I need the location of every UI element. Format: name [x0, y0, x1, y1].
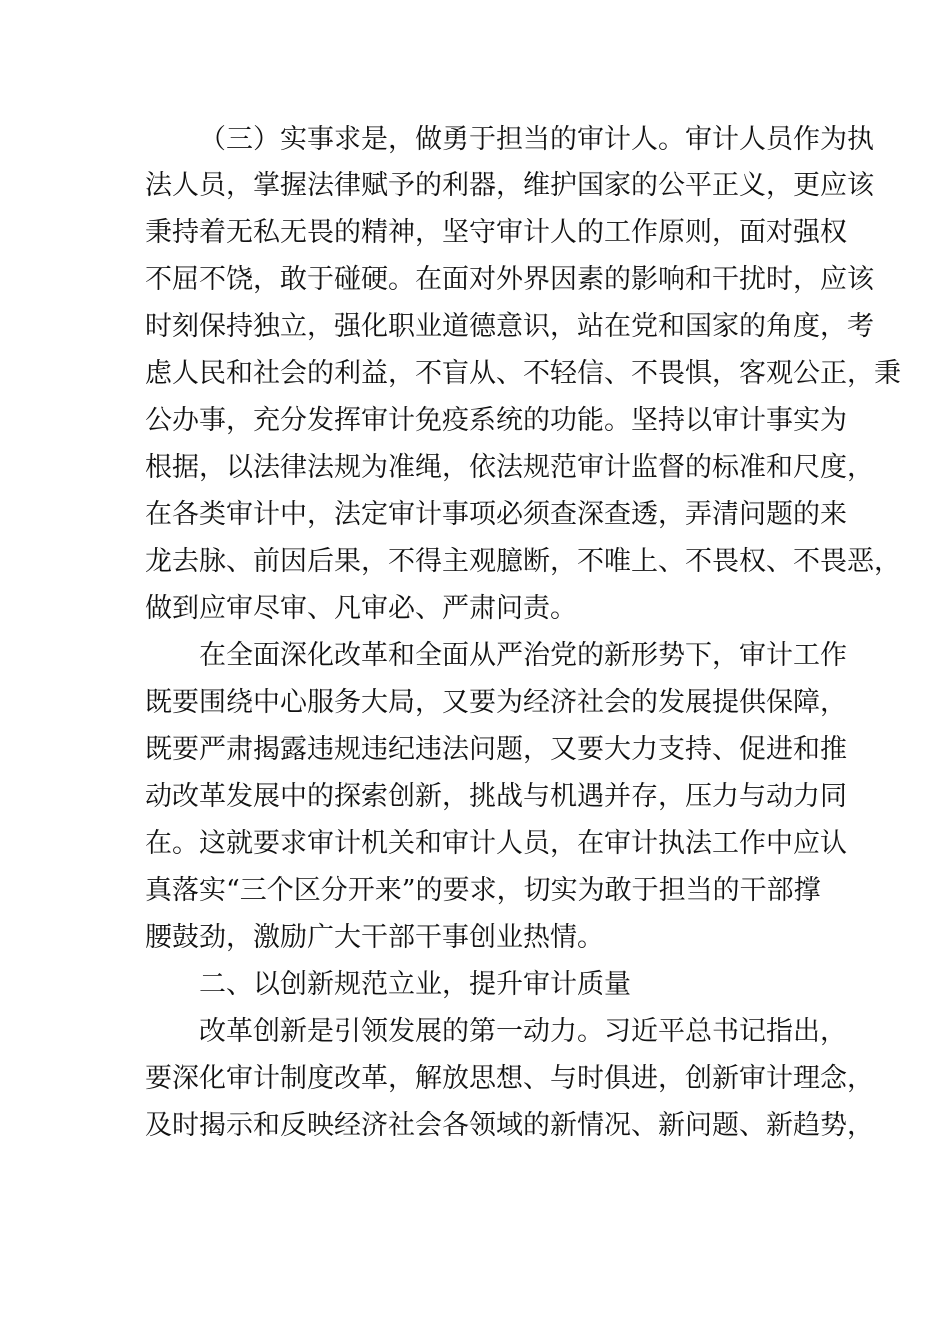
text-line: 要深化审计制度改革，解放思想、与时俱进，创新审计理念， — [145, 1063, 874, 1094]
text-line: 在全面深化改革和全面从严治党的新形势下，审计工作 — [199, 640, 847, 671]
text-line: 腰鼓劲，激励广大干部干事创业热情。 — [145, 922, 604, 953]
text-line: 及时揭示和反映经济社会各领域的新情况、新问题、新趋势， — [145, 1110, 874, 1141]
text-line: 既要严肃揭露违规违纪违法问题，又要大力支持、促进和推 — [145, 734, 847, 765]
text-line: （三）实事求是，做勇于担当的审计人。审计人员作为执 — [199, 124, 874, 155]
text-line: 龙去脉、前因后果，不得主观臆断，不唯上、不畏权、不畏恶， — [145, 546, 901, 577]
text-line: 时刻保持独立，强化职业道德意识，站在党和国家的角度，考 — [145, 311, 874, 342]
text-line: 改革创新是引领发展的第一动力。习近平总书记指出， — [199, 1016, 847, 1047]
text-line: 秉持着无私无畏的精神，坚守审计人的工作原则，面对强权 — [145, 217, 847, 248]
text-line: 公办事，充分发挥审计免疫系统的功能。坚持以审计事实为 — [145, 405, 847, 436]
section-heading: 二、以创新规范立业，提升审计质量 — [199, 969, 631, 1000]
text-line: 根据，以法律法规为准绳，依法规范审计监督的标准和尺度， — [145, 452, 874, 483]
text-line: 法人员，掌握法律赋予的利器，维护国家的公平正义，更应该 — [145, 170, 874, 201]
text-line: 既要围绕中心服务大局，又要为经济社会的发展提供保障， — [145, 687, 847, 718]
text-line: 不屈不饶，敢于碰硬。在面对外界因素的影响和干扰时，应该 — [145, 264, 874, 295]
text-line: 真落实“三个区分开来”的要求，切实为敢于担当的干部撑 — [145, 875, 821, 906]
text-line: 在。这就要求审计机关和审计人员，在审计执法工作中应认 — [145, 828, 847, 859]
text-line: 动改革发展中的探索创新，挑战与机遇并存，压力与动力同 — [145, 781, 847, 812]
text-line: 做到应审尽审、凡审必、严肃问责。 — [145, 593, 577, 624]
text-line: 虑人民和社会的利益，不盲从、不轻信、不畏惧，客观公正，秉 — [145, 358, 901, 389]
text-line: 在各类审计中，法定审计事项必须查深查透，弄清问题的来 — [145, 499, 847, 530]
